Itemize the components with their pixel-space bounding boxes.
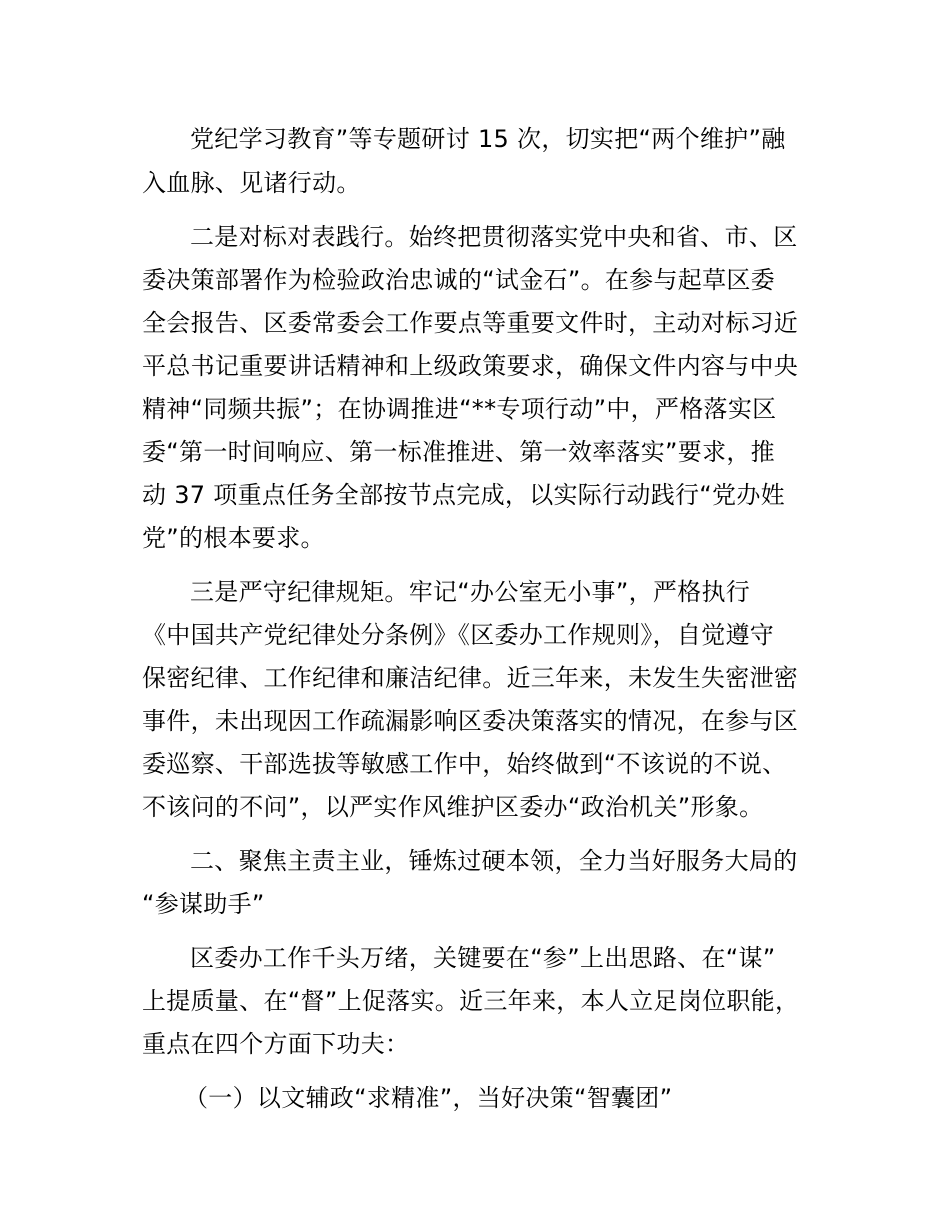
paragraph-2-line-5: 精神“同频共振”；在协调推进“**专项行动”中，严格落实区 — [142, 395, 777, 423]
section-heading-line-1: 二、聚焦主责主业，锤炼过硬本领，全力当好服务大局的 — [190, 847, 798, 875]
section-heading-line-2: “参谋助手” — [142, 890, 265, 918]
paragraph-1-line-2: 入血脉、见诸行动。 — [142, 169, 361, 197]
paragraph-3-line-2: 《中国共产党纪律处分条例》《区委办工作规则》，自觉遵守 — [142, 621, 775, 649]
paragraph-3-line-6: 不该问的不问”，以严实作风维护区委办“政治机关”形象。 — [142, 793, 764, 821]
paragraph-2-line-8: 党”的根本要求。 — [142, 524, 325, 552]
paragraph-2-line-2: 委决策部署作为检验政治忠诚的“试金石”。在参与起草区委 — [142, 266, 775, 294]
paragraph-2-line-1: 二是对标对表践行。始终把贯彻落实党中央和省、市、区 — [190, 223, 798, 251]
paragraph-1-line-1: 党纪学习教育”等专题研讨 15 次，切实把“两个维护”融 — [190, 125, 786, 153]
paragraph-2-line-4: 平总书记重要讲话精神和上级政策要求，确保文件内容与中央 — [142, 352, 799, 380]
paragraph-3-line-1: 三是严守纪律规矩。牢记“办公室无小事”，严格执行 — [190, 578, 751, 606]
paragraph-2-line-7: 动 37 项重点任务全部按节点完成，以实际行动践行“党办姓 — [142, 481, 785, 509]
paragraph-3-line-5: 委巡察、干部选拔等敏感工作中，始终做到“不该说的不说、 — [142, 750, 787, 778]
paragraph-2-line-3: 全会报告、区委常委会工作要点等重要文件时，主动对标习近 — [142, 309, 799, 337]
paragraph-5-line-3: 重点在四个方面下功夫： — [142, 1030, 410, 1058]
paragraph-3-line-4: 事件，未出现因工作疏漏影响区委决策落实的情况，在参与区 — [142, 707, 799, 735]
subsection-heading: （一）以文辅政“求精准”，当好决策“智囊团” — [184, 1084, 673, 1112]
paragraph-5-line-2: 上提质量、在“督”上促落实。近三年来，本人立足岗位职能， — [142, 987, 800, 1015]
paragraph-2-line-6: 委“第一时间响应、第一标准推进、第一效率落实”要求，推 — [142, 438, 775, 466]
paragraph-3-line-3: 保密纪律、工作纪律和廉洁纪律。近三年来，未发生失密泄密 — [142, 664, 799, 692]
paragraph-5-line-1: 区委办工作千头万绪，关键要在“参”上出思路、在“谋” — [190, 944, 776, 972]
